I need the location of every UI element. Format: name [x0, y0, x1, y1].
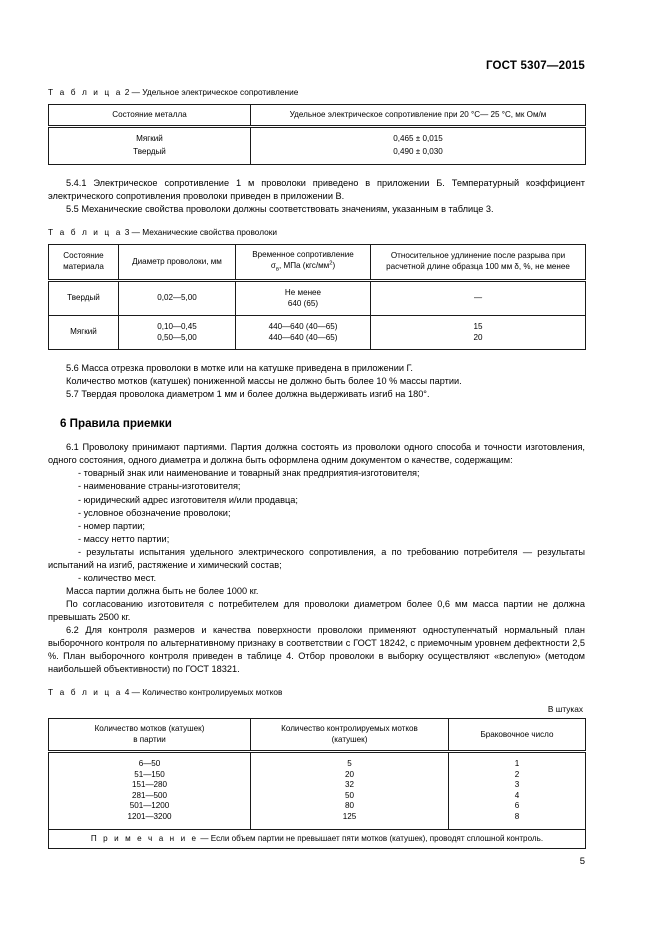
- table4-caption: [48, 688, 585, 698]
- table2-col-resistivity: Удельное электрическое сопротивление при 20 °С— 25 °С, мк Ом/м: [251, 104, 586, 127]
- clause-5-7: 5.7 Твердая проволока диаметром 1 мм и более должна выдерживать изгиб на 180°.: [66, 389, 430, 400]
- clause-5-6-line2: Количество мотков (катушек) пониженной массы не должно быть более 10 % массы партии.: [66, 376, 462, 387]
- table3-header-row: [49, 244, 586, 280]
- table2-state-soft: Мягкий: [49, 127, 251, 146]
- table3-strength-soft-l1: 440—640 (40—65): [268, 322, 338, 332]
- clause-6-2: 6.2 Для контроля размеров и качества поверхности проволоки применяют одноступенчатый нормальный план выборочного контроля по альтернативному признаку в соответствии с ГОСТ 18242, с приемочным уровнем дефектности 2,5 %. План выборочного контроля приведен в таблице 4. Отбор проволоки в выборку осуществляют «вслепую» (методом наибольшей объективности) по ГОСТ 18321.: [48, 625, 585, 675]
- page-content: [48, 88, 585, 849]
- table3-caption-number: 3: [124, 226, 130, 237]
- table4-block: [48, 688, 585, 849]
- table2-col-state: Состояние металла: [49, 104, 251, 127]
- table-row: [49, 801, 586, 812]
- table-row: [49, 780, 586, 791]
- table4-note-row: [49, 830, 586, 849]
- table4-reject-3: 3: [449, 780, 586, 791]
- table4-col-lot-l2: в партии: [133, 734, 166, 744]
- table2-caption-word: Т а б л и ц а: [48, 87, 123, 97]
- list-item: - условное обозначение проволоки;: [78, 507, 231, 518]
- units-exponent: 2: [329, 260, 333, 267]
- table4-col-checked: [251, 719, 449, 752]
- table4-caption-title: Количество контролируемых мотков: [142, 687, 283, 698]
- table2-caption: [48, 88, 585, 98]
- units-close-paren: ): [332, 260, 336, 270]
- clause-6-1: 6.1 Проволоку принимают партиями. Партия должна состоять из проволоки одного способа и точности изготовления, одного состояния, одного диаметра и должна быть оформлена одним документом о качестве, содержащим:: [48, 442, 585, 466]
- table3-elongation-soft-l2: 20: [473, 332, 483, 342]
- table2-header-row: [49, 104, 586, 127]
- section-6-block: [48, 417, 585, 430]
- table3-state-hard: Твердый: [49, 281, 119, 316]
- table3-caption: [48, 228, 585, 238]
- table-row: [49, 812, 586, 830]
- list-item: - наименование страны-изготовителя;: [78, 481, 241, 492]
- standard-header: ГОСТ 5307—2015: [485, 60, 585, 72]
- table3-col-strength: [236, 244, 371, 280]
- table4-reject-2: 2: [449, 770, 586, 781]
- list-item: - результаты испытания удельного электрического сопротивления, а по требованию потребителя — результаты испытаний на изгиб, растяжение и химический состав;: [48, 546, 585, 570]
- table4-reject-4: 4: [449, 791, 586, 802]
- table-4: [48, 718, 586, 849]
- strength-units: , МПа (кгс/мм: [278, 260, 330, 270]
- table-row: [49, 316, 586, 350]
- table-2: [48, 104, 586, 165]
- note-dash: —: [200, 834, 209, 844]
- list-item: - массу нетто партии;: [78, 533, 170, 544]
- table4-lot-2: 51—150: [49, 770, 251, 781]
- table3-strength-hard: [236, 281, 371, 316]
- table4-col-checked-l1: Количество контролируемых мотков: [281, 724, 418, 734]
- table4-checked-3: 32: [251, 780, 449, 791]
- table3-state-soft: Мягкий: [49, 316, 119, 350]
- table3-col-diameter: Диаметр проволоки, мм: [119, 244, 236, 280]
- table4-lot-6: 1201—3200: [49, 812, 251, 830]
- table4-caption-word: Т а б л и ц а: [48, 687, 123, 698]
- table2-caption-number: 2: [124, 87, 130, 97]
- clause-5-5: 5.5 Механические свойства проволоки должны соответствовать значениям, указанным в таблице 3.: [66, 203, 494, 214]
- table4-col-reject: Браковочное число: [449, 719, 586, 752]
- table4-lot-1: 6—50: [49, 752, 251, 770]
- document-requirements-list: [48, 467, 585, 585]
- table3-diameter-soft-l1: 0,10—0,45: [157, 322, 197, 332]
- table3-caption-dash: —: [131, 226, 140, 237]
- table4-col-lot-l1: Количество мотков (катушек): [94, 724, 205, 734]
- table3-col-state-l1: Состояние: [63, 251, 104, 261]
- clause-6-1-mass: Масса партии должна быть не более 1000 кг.: [66, 585, 259, 596]
- table4-caption-number: 4: [124, 687, 130, 698]
- clause-5-6-line1: 5.6 Масса отрезка проволоки в мотке или на катушке приведена в приложении Г.: [66, 363, 413, 374]
- table4-header-row: [49, 719, 586, 752]
- sigma-symbol: σ: [270, 260, 276, 270]
- table3-strength-hard-l1: Не менее: [284, 288, 322, 298]
- table3-elongation-soft-l1: 15: [473, 322, 483, 332]
- clause-6-1-block: [48, 441, 585, 676]
- table2-value-soft: 0,465 ± 0,015: [251, 127, 586, 146]
- table4-checked-1: 5: [251, 752, 449, 770]
- table4-note: [49, 830, 586, 849]
- table3-col-state: [49, 244, 119, 280]
- list-item: - количество мест.: [78, 572, 157, 583]
- table-3: [48, 244, 586, 350]
- clause-6-1-agreement: По согласованию изготовителя с потребителем для проволоки диаметром более 0,6 мм масса партии не должна превышать 2500 кг.: [48, 599, 585, 623]
- table3-elongation-soft: [371, 316, 586, 350]
- table4-lot-3: 151—280: [49, 780, 251, 791]
- table-row: [49, 770, 586, 781]
- table3-col-strength-l2: [270, 260, 336, 273]
- table4-lot-5: 501—1200: [49, 801, 251, 812]
- note-label: П р и м е ч а н и е: [90, 834, 199, 844]
- table3-col-state-l2: материала: [63, 261, 104, 271]
- table-row: [49, 127, 586, 146]
- clause-5-4-1-group: [48, 177, 585, 216]
- table3-block: [48, 228, 585, 350]
- table3-elongation-hard: —: [371, 281, 586, 316]
- table4-reject-6: 8: [449, 812, 586, 830]
- note-text: Если объем партии не превышает пяти мотков (катушек), проводят сплошной контроль.: [210, 834, 544, 844]
- table3-strength-hard-l2: 640 (65): [287, 298, 319, 308]
- table3-strength-soft: [236, 316, 371, 350]
- sigma-subscript: в: [275, 266, 279, 273]
- table4-units-label: В штуках: [547, 704, 583, 715]
- table-row: [49, 146, 586, 164]
- table-row: [49, 752, 586, 770]
- table4-col-lot: [49, 719, 251, 752]
- table2-caption-dash: —: [131, 87, 140, 97]
- table4-reject-5: 6: [449, 801, 586, 812]
- table3-col-elongation-l1: Относительное удлинение после разрыва при: [390, 251, 566, 261]
- table3-caption-title: Механические свойства проволоки: [142, 226, 278, 237]
- table-row: [49, 281, 586, 316]
- table3-col-elongation: [371, 244, 586, 280]
- table4-lot-4: 281—500: [49, 791, 251, 802]
- table3-diameter-hard: 0,02—5,00: [119, 281, 236, 316]
- table2-state-hard: Твердый: [49, 146, 251, 164]
- list-item: - юридический адрес изготовителя и/или продавца;: [78, 494, 298, 505]
- table3-diameter-soft: [119, 316, 236, 350]
- list-item: - номер партии;: [78, 520, 145, 531]
- table4-col-checked-l2: (катушек): [331, 734, 368, 744]
- table4-caption-dash: —: [131, 687, 140, 698]
- clause-5-4-1: 5.4.1 Электрическое сопротивление 1 м проволоки приведено в приложении Б. Температурный коэффициент электрического сопротивления проволоки приведен в приложении В.: [48, 177, 585, 201]
- table3-caption-word: Т а б л и ц а: [48, 226, 123, 237]
- table3-col-strength-l1: Временное сопротивление: [252, 249, 354, 259]
- clause-5-6-group: [48, 362, 585, 401]
- table4-reject-1: 1: [449, 752, 586, 770]
- table3-diameter-soft-l2: 0,50—5,00: [157, 332, 197, 342]
- table4-checked-6: 125: [251, 812, 449, 830]
- section-6-title: 6 Правила приемки: [60, 417, 172, 431]
- table3-col-elongation-l2: расчетной длине образца 100 мм δ, %, не менее: [386, 261, 570, 271]
- table2-value-hard: 0,490 ± 0,030: [251, 146, 586, 164]
- page-number: 5: [579, 856, 585, 867]
- table-row: [49, 791, 586, 802]
- table4-checked-4: 50: [251, 791, 449, 802]
- table3-strength-soft-l2: 440—640 (40—65): [268, 332, 338, 342]
- table2-caption-title: Удельное электрическое сопротивление: [142, 87, 299, 97]
- table4-checked-2: 20: [251, 770, 449, 781]
- list-item: - товарный знак или наименование и товарный знак предприятия-изготовителя;: [78, 468, 420, 479]
- table4-checked-5: 80: [251, 801, 449, 812]
